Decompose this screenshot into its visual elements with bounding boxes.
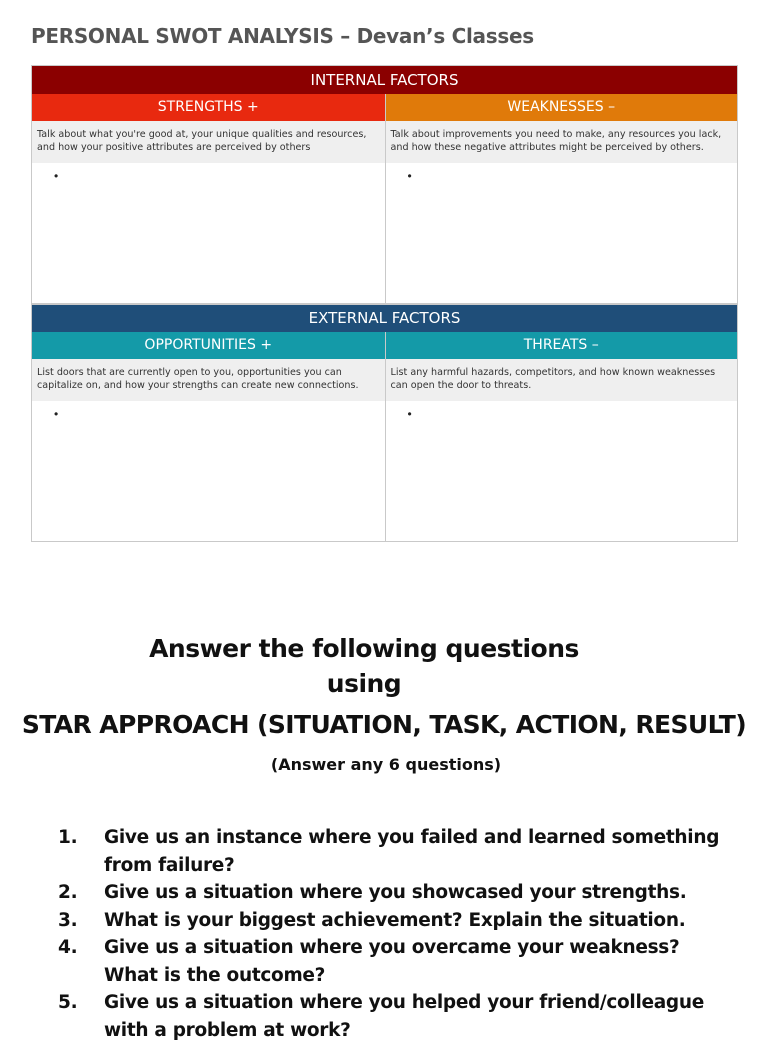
- external-row: [32, 332, 737, 541]
- question-text: Give us a situation where you helped your friend/colleague with a problem at work?: [104, 992, 704, 1041]
- weaknesses-description: Talk about improvements you need to make, any resources you lack, and how these negative attributes might be perceived by others.: [386, 121, 738, 163]
- question-text: Give us a situation where you showcased your strengths.: [104, 882, 687, 903]
- document-title: PERSONAL SWOT ANALYSIS – Devan’s Classes: [31, 24, 534, 48]
- question-text: Give us an instance where you failed and learned something from failure?: [104, 827, 720, 876]
- threats-cell: [385, 332, 738, 541]
- answer-count-note: (Answer any 6 questions): [270, 755, 502, 774]
- list-item: [58, 907, 738, 935]
- opportunities-header: OPPORTUNITIES +: [32, 332, 385, 359]
- threats-header: THREATS –: [386, 332, 738, 359]
- list-item: [58, 824, 738, 879]
- question-list: [58, 824, 738, 1044]
- question-text: Give us a situation where you overcame your weakness? What is the outcome?: [104, 937, 680, 986]
- threats-description: List any harmful hazards, competitors, and how known weaknesses can open the door to threats.: [386, 359, 738, 401]
- threats-bullet: •: [407, 407, 412, 421]
- star-approach-heading: STAR APPROACH (SITUATION, TASK, ACTION, RESULT): [21, 710, 747, 739]
- weaknesses-cell: [385, 94, 738, 303]
- question-number: 3.: [58, 909, 78, 931]
- opportunities-description: List doors that are currently open to you, opportunities you can capitalize on, and how your strengths can create new connections.: [32, 359, 385, 401]
- list-item: [58, 879, 738, 907]
- list-item: [58, 934, 738, 989]
- swot-table: [31, 65, 738, 542]
- weaknesses-bullet: •: [407, 169, 412, 183]
- question-number: 4.: [58, 937, 78, 958]
- strengths-entry-area[interactable]: [32, 163, 385, 303]
- question-number: 5.: [58, 992, 78, 1013]
- questions-heading-line2: using: [326, 669, 402, 698]
- opportunities-entry-area[interactable]: [32, 401, 385, 541]
- question-number: 1.: [58, 827, 78, 848]
- threats-entry-area[interactable]: [386, 401, 738, 541]
- external-factors-band: EXTERNAL FACTORS: [32, 305, 737, 332]
- internal-factors-band: INTERNAL FACTORS: [32, 66, 737, 94]
- opportunities-cell: [32, 332, 385, 541]
- weaknesses-entry-area[interactable]: [386, 163, 738, 303]
- strengths-bullet: •: [54, 169, 59, 183]
- strengths-header: STRENGTHS +: [32, 94, 385, 121]
- opportunities-bullet: •: [54, 407, 59, 421]
- questions-heading-line1: Answer the following questions: [149, 634, 579, 663]
- weaknesses-header: WEAKNESSES –: [386, 94, 738, 121]
- internal-row: [32, 94, 737, 303]
- question-text: What is your biggest achievement? Explain the situation.: [104, 909, 686, 931]
- question-number: 2.: [58, 882, 78, 903]
- strengths-description: Talk about what you're good at, your unique qualities and resources, and how your positive attributes are perceived by others: [32, 121, 385, 163]
- strengths-cell: [32, 94, 385, 303]
- list-item: [58, 989, 738, 1044]
